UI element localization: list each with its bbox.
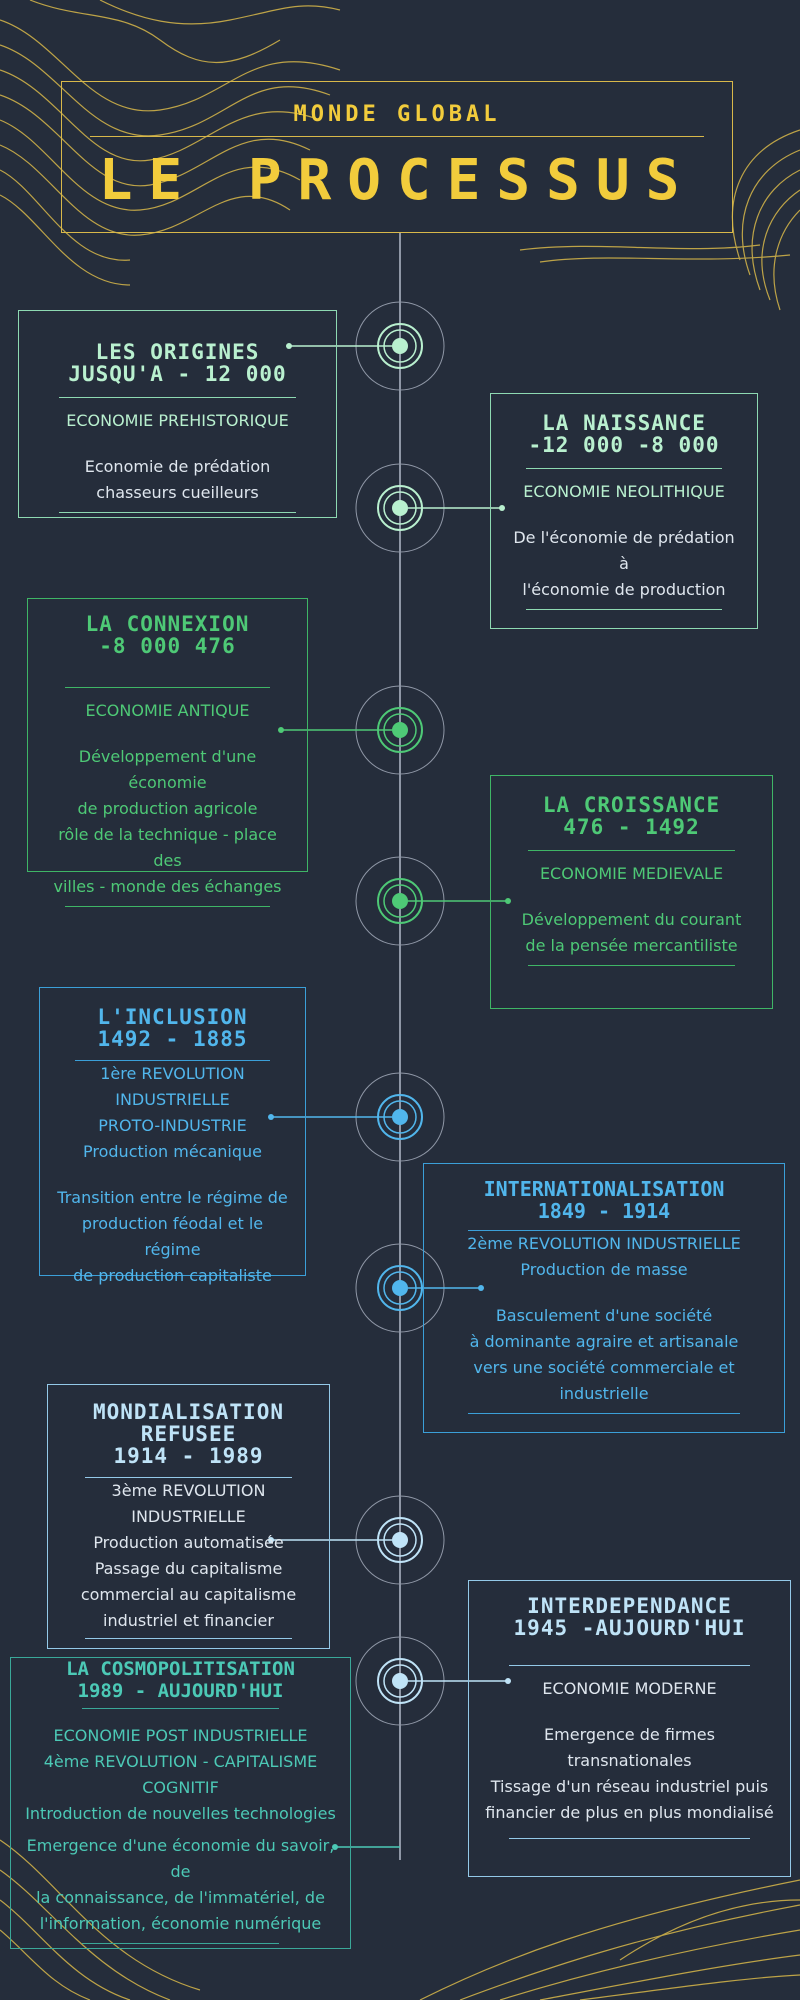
step-card-origines — [18, 310, 337, 518]
step-body-rule — [509, 1838, 749, 1839]
page-title: LE PROCESSUS — [98, 148, 696, 213]
step-body-rule — [85, 1638, 292, 1639]
step-body: Emergence de firmes transnationales Tissage d'un réseau industriel puis financier de plus en plus mondialisé — [485, 1725, 774, 1822]
step-heading: LA NAISSANCE -12 000 -8 000 — [528, 411, 720, 457]
step-subtitle: ECONOMIE NEOLITHIQUE — [523, 482, 725, 501]
step-rule — [526, 468, 721, 469]
step-body: De l'économie de prédation à l'économie de production — [513, 528, 735, 599]
step-heading: INTERDEPENDANCE 1945 -AUJOURD'HUI — [513, 1594, 746, 1640]
header-subtitle: MONDE GLOBAL — [293, 102, 501, 127]
step-card-connexion — [27, 598, 308, 896]
step-body-rule — [468, 1413, 740, 1414]
step-card-mondialisation — [47, 1384, 330, 1649]
step-subtitle: ECONOMIE MODERNE — [542, 1679, 717, 1698]
step-card-internationalisation — [423, 1163, 785, 1433]
step-body-rule — [526, 609, 721, 610]
step-subtitle: 3ème REVOLUTION INDUSTRIELLE Production automatisée Passage du capitalisme commercial au capitalisme industriel et financier — [80, 1481, 297, 1630]
step-rule — [59, 397, 296, 398]
step-body-rule — [59, 512, 296, 513]
step-rule — [65, 687, 271, 688]
step-body: Développement d'une économie de production agricole rôle de la technique - place des villes - monde des échanges — [53, 747, 282, 896]
step-subtitle: 1ère REVOLUTION INDUSTRIELLE PROTO-INDUSTRIE Production mécanique — [83, 1064, 262, 1161]
step-rule — [509, 1665, 749, 1666]
step-body: Développement du courant de la pensée mercantiliste — [521, 910, 742, 955]
step-body: Transition entre le régime de production féodal et le régime de production capitaliste — [57, 1188, 288, 1285]
step-card-interdependance — [468, 1580, 791, 1877]
step-card-inclusion — [39, 987, 306, 1285]
step-subtitle: ECONOMIE POST INDUSTRIELLE 4ème REVOLUTION - CAPITALISME COGNITIF Introduction de nouvelles technologies — [25, 1726, 336, 1823]
step-heading: INTERNATIONALISATION 1849 - 1914 — [483, 1177, 725, 1223]
step-body: Basculement d'une société à dominante agraire et artisanale vers une société commerciale et industrielle — [469, 1306, 739, 1403]
step-card-naissance — [490, 393, 758, 629]
step-subtitle: ECONOMIE MEDIEVALE — [539, 864, 724, 883]
step-subtitle: ECONOMIE PREHISTORIQUE — [66, 411, 289, 430]
step-body-rule — [528, 965, 735, 966]
step-body: Emergence d'une économie du savoir, de la connaissance, de l'immatériel, de l'information, économie numérique — [26, 1836, 335, 1933]
step-rule — [82, 1708, 278, 1709]
step-subtitle: 2ème REVOLUTION INDUSTRIELLE Production de masse — [467, 1234, 741, 1279]
step-card-croissance — [490, 775, 773, 1009]
step-heading: L'INCLUSION 1492 - 1885 — [97, 1005, 248, 1051]
step-card-cosmopolitisation — [10, 1657, 351, 1949]
step-body-rule — [65, 906, 271, 907]
step-heading: LA CONNEXION -8 000 476 — [85, 612, 250, 658]
step-heading: LA CROISSANCE 476 - 1492 — [542, 793, 721, 839]
step-rule — [528, 850, 735, 851]
step-heading: LES ORIGINES JUSQU'A - 12 000 — [68, 340, 287, 386]
step-subtitle: ECONOMIE ANTIQUE — [85, 701, 250, 720]
step-heading: LA COSMOPOLITISATION 1989 - AUJOURD'HUI — [66, 1658, 295, 1702]
step-heading: MONDIALISATION REFUSEE 1914 - 1989 — [92, 1400, 284, 1468]
step-body-rule — [82, 1943, 278, 1944]
step-body: Economie de prédation chasseurs cueilleurs — [84, 457, 271, 502]
